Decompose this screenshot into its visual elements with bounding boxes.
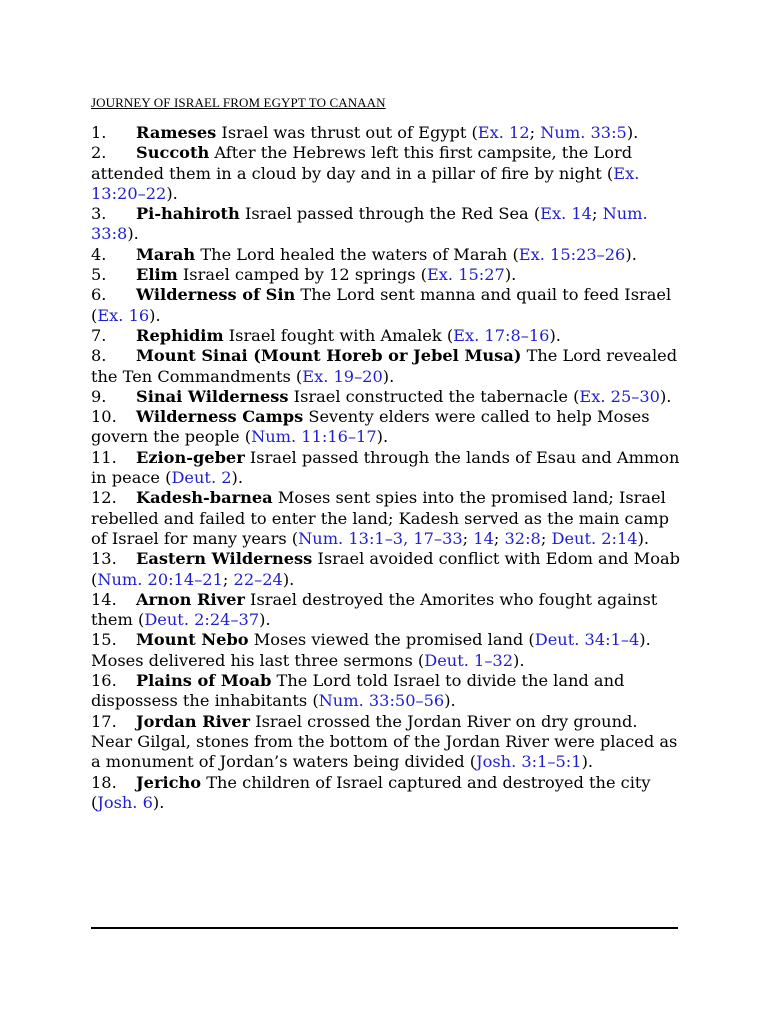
entry-text: Israel crossed the Jordan River on dry ground. Near Gilgal, stones from the bottom of the Jordan River were placed as a monument of Jordan’s waters being divided ( <box>91 711 678 772</box>
scripture-reference-link[interactable]: Num. 33:5 <box>540 123 627 142</box>
entry-text: ). <box>504 265 517 285</box>
scripture-reference-link[interactable]: Ex. 14 <box>540 204 592 224</box>
entry-number: 14. <box>91 589 117 609</box>
entry-text: ). <box>659 386 672 406</box>
journey-entry <box>91 265 681 285</box>
scripture-reference-link[interactable]: Deut. 2:24–37 <box>144 610 260 630</box>
journey-entry <box>91 123 681 143</box>
place-name: Mount Nebo <box>136 630 249 650</box>
entry-text: Moses sent spies into the promised land; Israel rebelled and failed to enter the land; Kadesh served as the main camp of Israel for many years ( <box>91 488 669 548</box>
scripture-reference-link[interactable]: 32:8 <box>504 528 541 548</box>
entry-text: ; <box>529 123 541 142</box>
place-name: Jericho <box>136 772 202 792</box>
place-name: Sinai Wilderness <box>136 386 289 406</box>
journey-list <box>91 123 681 813</box>
entry-number: 11. <box>91 447 117 467</box>
scripture-reference-link[interactable]: Ex. 13:20–22 <box>91 163 640 203</box>
entry-text: ; <box>462 528 474 548</box>
scripture-reference-link[interactable]: Deut. 2 <box>171 468 232 488</box>
scripture-reference-link[interactable]: Ex. 12 <box>477 123 530 142</box>
place-name: Rephidim <box>136 325 224 345</box>
place-name: Mount Sinai (Mount Horeb or Jebel Musa) <box>136 346 522 366</box>
entry-number: 18. <box>91 772 117 792</box>
entry-number: 1. <box>91 123 107 142</box>
scripture-reference-link[interactable]: Num. 33:8 <box>91 204 648 244</box>
entry-text: Israel destroyed the Amorites who fought against them ( <box>91 589 658 630</box>
scripture-reference-link[interactable]: 14 <box>473 528 494 548</box>
entry-text: Seventy elders were called to help Moses govern the people ( <box>91 407 650 447</box>
scripture-reference-link[interactable]: Deut. 34:1–4 <box>534 630 640 650</box>
place-name: Succoth <box>136 143 210 163</box>
scripture-reference-link[interactable]: Ex. 19–20 <box>302 366 383 386</box>
entry-text: ). <box>625 244 637 264</box>
entry-text: ). <box>166 183 178 203</box>
entry-text: ). <box>513 650 525 670</box>
entry-number: 9. <box>91 386 107 406</box>
journey-entry <box>91 326 681 346</box>
scripture-reference-link[interactable]: Deut. 2:14 <box>551 528 638 548</box>
scripture-reference-link[interactable]: Josh. 6 <box>97 792 153 812</box>
journey-entry <box>91 712 681 773</box>
journey-entry <box>91 245 681 265</box>
entry-text: Israel camped by 12 springs ( <box>177 265 427 285</box>
place-name: Arnon River <box>136 589 245 609</box>
journey-entry <box>91 285 681 326</box>
scripture-reference-link[interactable]: Num. 33:50–56 <box>318 691 445 711</box>
place-name: Kadesh-barnea <box>136 488 273 508</box>
entry-text: Israel fought with Amalek ( <box>223 325 454 345</box>
place-name: Ezion-geber <box>136 447 245 467</box>
entry-text: Israel constructed the tabernacle ( <box>288 386 580 406</box>
entry-text: After the Hebrews left this first campsite, the Lord attended them in a cloud by day and in a pillar of fire by night ( <box>91 143 633 183</box>
place-name: Jordan River <box>136 711 251 731</box>
entry-text: ). <box>149 305 161 325</box>
entry-text: The Lord revealed the Ten Commandments ( <box>91 346 678 386</box>
entry-text: ; <box>540 528 552 548</box>
entry-number: 16. <box>91 671 117 691</box>
entry-number: 2. <box>91 143 107 163</box>
scripture-reference-link[interactable]: Num. 20:14–21 <box>97 569 223 589</box>
place-name: Wilderness Camps <box>136 407 304 427</box>
entry-text: ). <box>282 569 295 589</box>
entry-number: 4. <box>91 244 107 264</box>
scripture-reference-link[interactable]: Num. 11:16–17 <box>251 427 377 447</box>
entry-text: Moses viewed the promised land ( <box>248 630 535 650</box>
journey-entry <box>91 488 681 549</box>
place-name: Marah <box>136 244 196 264</box>
scripture-reference-link[interactable]: Num. 13:1–3, 17–33 <box>298 528 463 548</box>
entry-text: Israel passed through the lands of Esau and Ammon in peace ( <box>91 447 680 488</box>
place-name: Elim <box>136 265 178 285</box>
entry-number: 12. <box>91 488 117 508</box>
entry-text: ). <box>382 366 395 386</box>
document-title: JOURNEY OF ISRAEL FROM EGYPT TO CANAAN <box>91 95 386 110</box>
scripture-reference-link[interactable]: Ex. 16 <box>97 305 150 325</box>
journey-entry <box>91 773 681 814</box>
entry-text: ). <box>231 468 244 488</box>
entry-number: 7. <box>91 325 107 345</box>
entry-text: Israel was thrust out of Egypt ( <box>216 123 478 142</box>
entry-number: 13. <box>91 549 117 569</box>
entry-text: ). <box>444 691 456 711</box>
place-name: Pi-hahiroth <box>136 204 240 224</box>
scripture-reference-link[interactable]: Ex. 25–30 <box>579 386 660 406</box>
entry-text: ). <box>626 123 639 142</box>
entry-text: ). <box>127 224 139 244</box>
bottom-rule <box>91 927 678 929</box>
entry-number: 15. <box>91 630 117 650</box>
entry-text: ; <box>493 528 505 548</box>
journey-entry <box>91 407 681 448</box>
entry-number: 3. <box>91 204 107 224</box>
entry-text: ). Moses delivered his last three sermons ( <box>91 630 651 670</box>
entry-text: ). <box>581 752 594 772</box>
entry-text: The Lord told Israel to divide the land and dispossess the inhabitants ( <box>91 671 625 711</box>
entry-number: 10. <box>91 407 117 427</box>
entry-text: Israel passed through the Red Sea ( <box>239 204 541 224</box>
entry-number: 5. <box>91 265 107 285</box>
scripture-reference-link[interactable]: 22–24 <box>233 569 283 589</box>
scripture-reference-link[interactable]: Ex. 15:23–26 <box>518 244 626 264</box>
journey-entry <box>91 549 681 590</box>
place-name: Plains of Moab <box>136 671 272 691</box>
entry-text: ). <box>637 528 650 548</box>
entry-text: ). <box>549 325 561 345</box>
entry-text: The Lord sent manna and quail to feed Israel ( <box>91 285 672 325</box>
place-name: Eastern Wilderness <box>136 549 313 569</box>
entry-number: 6. <box>91 285 107 305</box>
entry-text: The Lord healed the waters of Marah ( <box>195 244 519 264</box>
entry-text: ). <box>376 427 389 447</box>
journey-entry <box>91 204 681 245</box>
entry-text: ). <box>259 610 271 630</box>
entry-number: 8. <box>91 346 107 366</box>
entry-text: Israel avoided conflict with Edom and Moab ( <box>91 549 680 589</box>
journey-entry <box>91 448 681 489</box>
entry-text: ; <box>591 204 603 224</box>
journey-entry <box>91 671 681 712</box>
entry-text: ). <box>152 792 165 812</box>
entry-text: ; <box>222 569 234 589</box>
journey-entry <box>91 143 681 204</box>
place-name: Rameses <box>136 123 217 142</box>
entry-text: The children of Israel captured and destroyed the city ( <box>91 772 651 812</box>
journey-entry <box>91 630 681 671</box>
journey-entry <box>91 346 681 387</box>
scripture-reference-link[interactable]: Josh. 3:1–5:1 <box>476 752 582 772</box>
journey-entry <box>91 387 681 407</box>
entry-number: 17. <box>91 711 117 731</box>
scripture-reference-link[interactable]: Ex. 17:8–16 <box>453 325 550 345</box>
scripture-reference-link[interactable]: Ex. 15:27 <box>426 265 505 285</box>
place-name: Wilderness of Sin <box>136 285 296 305</box>
scripture-reference-link[interactable]: Deut. 1–32 <box>424 650 514 670</box>
journey-entry <box>91 590 681 631</box>
